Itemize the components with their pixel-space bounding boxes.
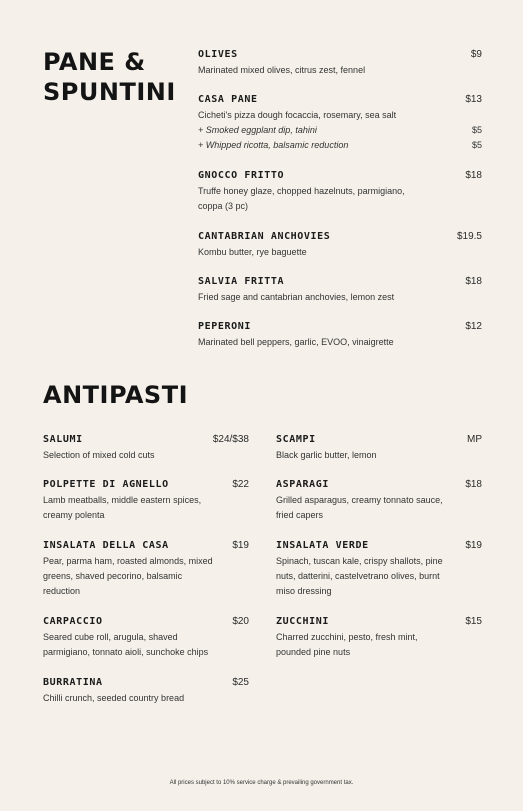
item-name: GNOCCO FRITTO bbox=[198, 170, 285, 181]
menu-item bbox=[276, 478, 482, 523]
menu-item bbox=[43, 615, 249, 660]
item-description: Marinated bell peppers, garlic, EVOO, vinaigrette bbox=[198, 337, 394, 347]
item-description: Cicheti's pizza dough focaccia, rosemary, sea salt bbox=[198, 110, 397, 120]
menu-item bbox=[276, 615, 482, 660]
menu-item bbox=[276, 433, 482, 463]
item-description: Chilli crunch, seeded country bread bbox=[43, 693, 185, 703]
item-price: $9 bbox=[470, 49, 482, 60]
item-price: $24/$38 bbox=[212, 434, 249, 445]
menu-item bbox=[43, 433, 249, 463]
item-description: Spinach, tuscan kale, crispy shallots, pine nuts, datterini, castelvetrano olives, burnt miso dressing bbox=[276, 556, 443, 596]
item-price: $20 bbox=[232, 616, 249, 627]
item-name: CARPACCIO bbox=[43, 616, 103, 627]
item-price: $18 bbox=[465, 276, 482, 287]
item-description: Selection of mixed cold cuts bbox=[43, 450, 155, 460]
item-name: SALUMI bbox=[43, 434, 83, 445]
addon-price: $5 bbox=[471, 125, 482, 135]
addon-text: + Smoked eggplant dip, tahini bbox=[198, 125, 317, 135]
footer-note: All prices subject to 10% service charge & prevailing government tax. bbox=[169, 780, 354, 786]
item-price: $22 bbox=[232, 479, 249, 490]
menu-item bbox=[198, 320, 482, 350]
item-description: Seared cube roll, arugula, shaved parmigiano, tonnato aioli, sunchoke chips bbox=[43, 632, 209, 657]
item-name: POLPETTE DI AGNELLO bbox=[43, 479, 169, 490]
item-name: INSALATA VERDE bbox=[276, 540, 369, 551]
item-name: OLIVES bbox=[198, 49, 238, 60]
item-name: CANTABRIAN ANCHOVIES bbox=[198, 231, 331, 242]
item-addon bbox=[198, 123, 482, 138]
menu-item bbox=[198, 48, 482, 78]
addon-price: $5 bbox=[471, 140, 482, 150]
item-description: Grilled asparagus, creamy tonnato sauce, fried capers bbox=[276, 495, 443, 520]
item-name: ASPARAGI bbox=[276, 479, 329, 490]
item-price: MP bbox=[467, 434, 482, 445]
item-description: Fried sage and cantabrian anchovies, lemon zest bbox=[198, 292, 395, 302]
item-description: Kombu butter, rye baguette bbox=[198, 247, 307, 257]
menu-item bbox=[198, 169, 482, 214]
item-description: Truffe honey glaze, chopped hazelnuts, parmigiano, coppa (3 pc) bbox=[198, 186, 405, 211]
menu-item bbox=[43, 676, 249, 706]
menu-item bbox=[43, 478, 249, 523]
menu-item bbox=[198, 93, 482, 153]
item-name: BURRATINA bbox=[43, 677, 103, 688]
item-price: $19 bbox=[465, 540, 482, 551]
addon-text: + Whipped ricotta, balsamic reduction bbox=[198, 140, 349, 150]
menu-item bbox=[198, 275, 482, 305]
item-name: CASA PANE bbox=[198, 94, 258, 105]
section-heading-antipasti: ANTIPASTI bbox=[43, 381, 189, 409]
section-heading-pane-spuntini: PANE & SPUNTINI bbox=[43, 48, 176, 106]
menu-item bbox=[198, 230, 482, 260]
item-name: PEPERONI bbox=[198, 321, 251, 332]
item-addon bbox=[198, 138, 482, 153]
item-description: Marinated mixed olives, citrus zest, fennel bbox=[198, 65, 366, 75]
menu-item bbox=[43, 539, 249, 599]
item-price: $19.5 bbox=[456, 231, 482, 242]
menu-item bbox=[276, 539, 482, 599]
item-price: $15 bbox=[465, 616, 482, 627]
item-price: $25 bbox=[232, 677, 249, 688]
item-name: ZUCCHINI bbox=[276, 616, 329, 627]
item-price: $18 bbox=[465, 479, 482, 490]
item-name: SALVIA FRITTA bbox=[198, 276, 285, 287]
item-price: $12 bbox=[465, 321, 482, 332]
item-price: $13 bbox=[465, 94, 482, 105]
item-name: SCAMPI bbox=[276, 434, 316, 445]
item-description: Lamb meatballs, middle eastern spices, creamy polenta bbox=[43, 495, 202, 520]
item-description: Pear, parma ham, roasted almonds, mixed greens, shaved pecorino, balsamic reduction bbox=[43, 556, 213, 596]
item-price: $18 bbox=[465, 170, 482, 181]
item-description: Black garlic butter, lemon bbox=[276, 450, 377, 460]
item-price: $19 bbox=[232, 540, 249, 551]
item-name: INSALATA DELLA CASA bbox=[43, 540, 169, 551]
item-description: Charred zucchini, pesto, fresh mint, pounded pine nuts bbox=[276, 632, 418, 657]
